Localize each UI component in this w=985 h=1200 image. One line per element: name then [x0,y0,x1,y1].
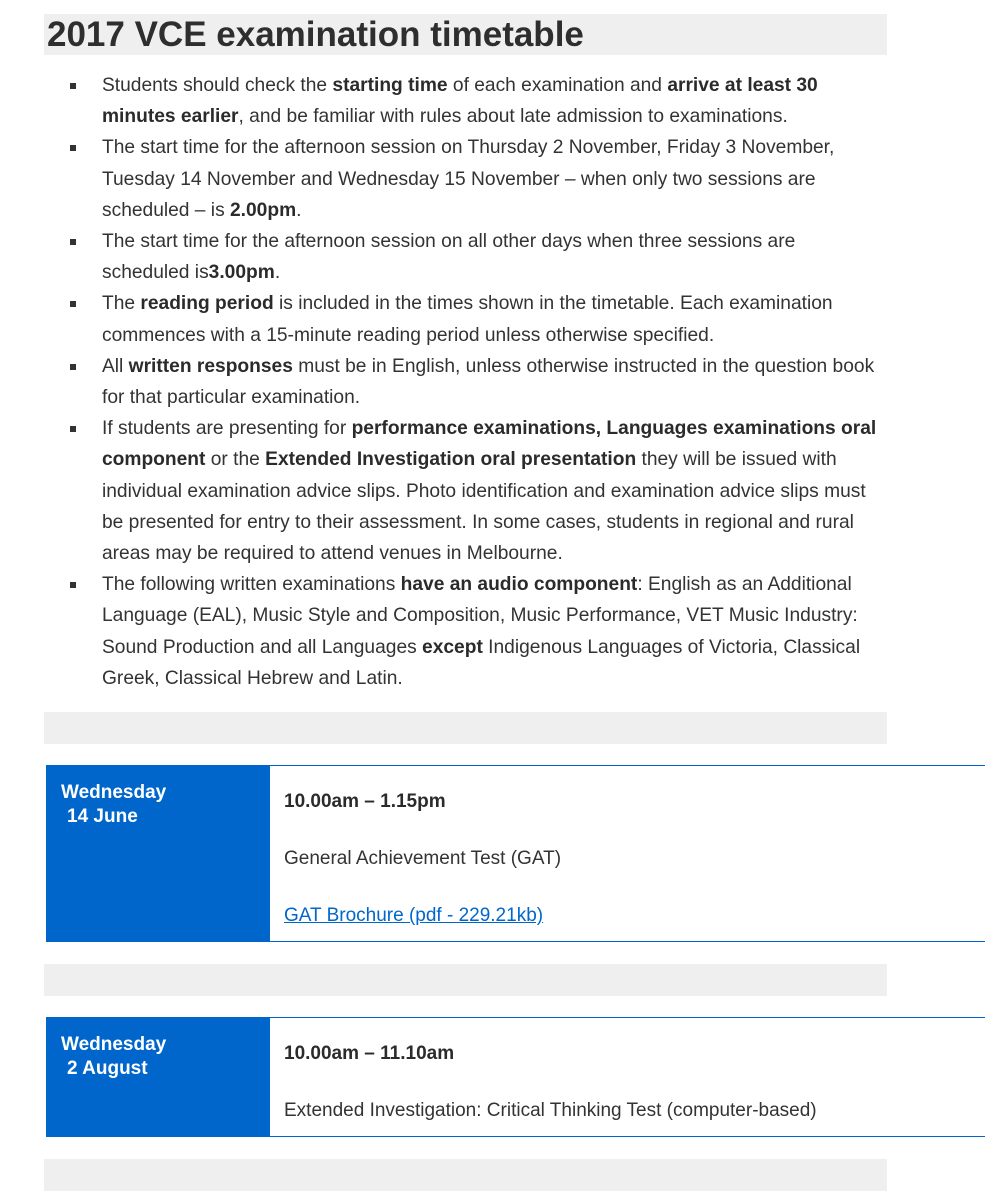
gat-brochure-link[interactable]: GAT Brochure (pdf - 229.21kb) [284,905,544,926]
note-text: Students should check the starting time of each examination and arrive at least 30 minutes earlier, and be familiar with rules about late admission to examinations. [102,75,818,128]
exam-details [270,766,985,941]
title-bar [44,14,887,55]
square-bullet-icon [70,364,76,370]
square-bullet-icon [70,145,76,151]
note-text: If students are presenting for performance examinations, Languages examinations oral component or the Extended Investigation oral presentation they will be issued with individual examination advice slips. Photo identification and examination advice slips must be presented for entry to their assessment. In some cases, students in regional and rural areas may be required to attend venues in Melbourne. [102,418,877,565]
exam-date: 14 June [67,806,138,827]
square-bullet-icon [70,83,76,89]
note-text: The reading period is included in the times shown in the timetable. Each examination commences with a 15-minute reading period unless otherwise specified. [102,293,833,346]
note-text: The start time for the afternoon session on Thursday 2 November, Friday 3 November, Tuesday 14 November and Wednesday 15 November – when only two sessions are scheduled – is 2.00pm. [102,137,835,221]
exam-day: Wednesday [61,1034,167,1055]
exam-subject: Extended Investigation: Critical Thinking Test (computer-based) [284,1100,817,1121]
note-item [0,351,880,413]
note-item [0,413,880,569]
emphasis-text: reading period [140,293,274,315]
emphasis-text: have an audio component [400,574,638,596]
note-item [0,288,880,350]
exam-date: 2 August [67,1058,148,1079]
emphasis-text: arrive at least 30 minutes earlier [102,75,818,128]
emphasis-text: Extended Investigation oral presentation [265,449,637,471]
exam-time: 10.00am – 11.10am [284,1043,455,1064]
emphasis-text: 2.00pm [230,199,297,221]
emphasis-text: except [422,636,483,658]
note-text: All written responses must be in English, unless otherwise instructed in the question book for that particular examination. [102,355,875,409]
emphasis-text: performance examinations, Languages examinations oral component [102,418,877,471]
section-divider [44,1159,887,1191]
exam-subject: General Achievement Test (GAT) [284,848,562,869]
square-bullet-icon [70,301,76,307]
note-item [0,226,880,288]
emphasis-text: starting time [332,75,448,96]
note-text: The start time for the afternoon session on all other days when three sessions are scheduled is3.00pm. [102,231,796,284]
exam-time: 10.00am – 1.15pm [284,791,446,812]
section-divider [44,964,887,996]
square-bullet-icon [70,239,76,245]
note-item [0,569,880,694]
notes-list [0,70,880,694]
exam-row-gat [46,765,985,942]
square-bullet-icon [70,426,76,432]
exam-date-cell [46,1018,270,1136]
exam-details [270,1018,985,1136]
section-divider [44,712,887,744]
exam-date-cell [46,766,270,941]
note-text: The following written examinations have an audio component: English as an Additional Language (EAL), Music Style and Composition, Music Performance, VET Music Industry: Sound Production and all Languages except Indigenous Languages of Victoria, Classical Greek, Classical Hebrew and Latin. [102,574,861,689]
page-title: 2017 VCE examination timetable [47,15,584,54]
note-item [0,132,880,226]
exam-row-extended-investigation [46,1017,985,1137]
emphasis-text: written responses [128,355,293,377]
note-item [0,70,880,132]
square-bullet-icon [70,582,76,588]
exam-day: Wednesday [61,782,167,803]
emphasis-text: 3.00pm [208,262,275,284]
